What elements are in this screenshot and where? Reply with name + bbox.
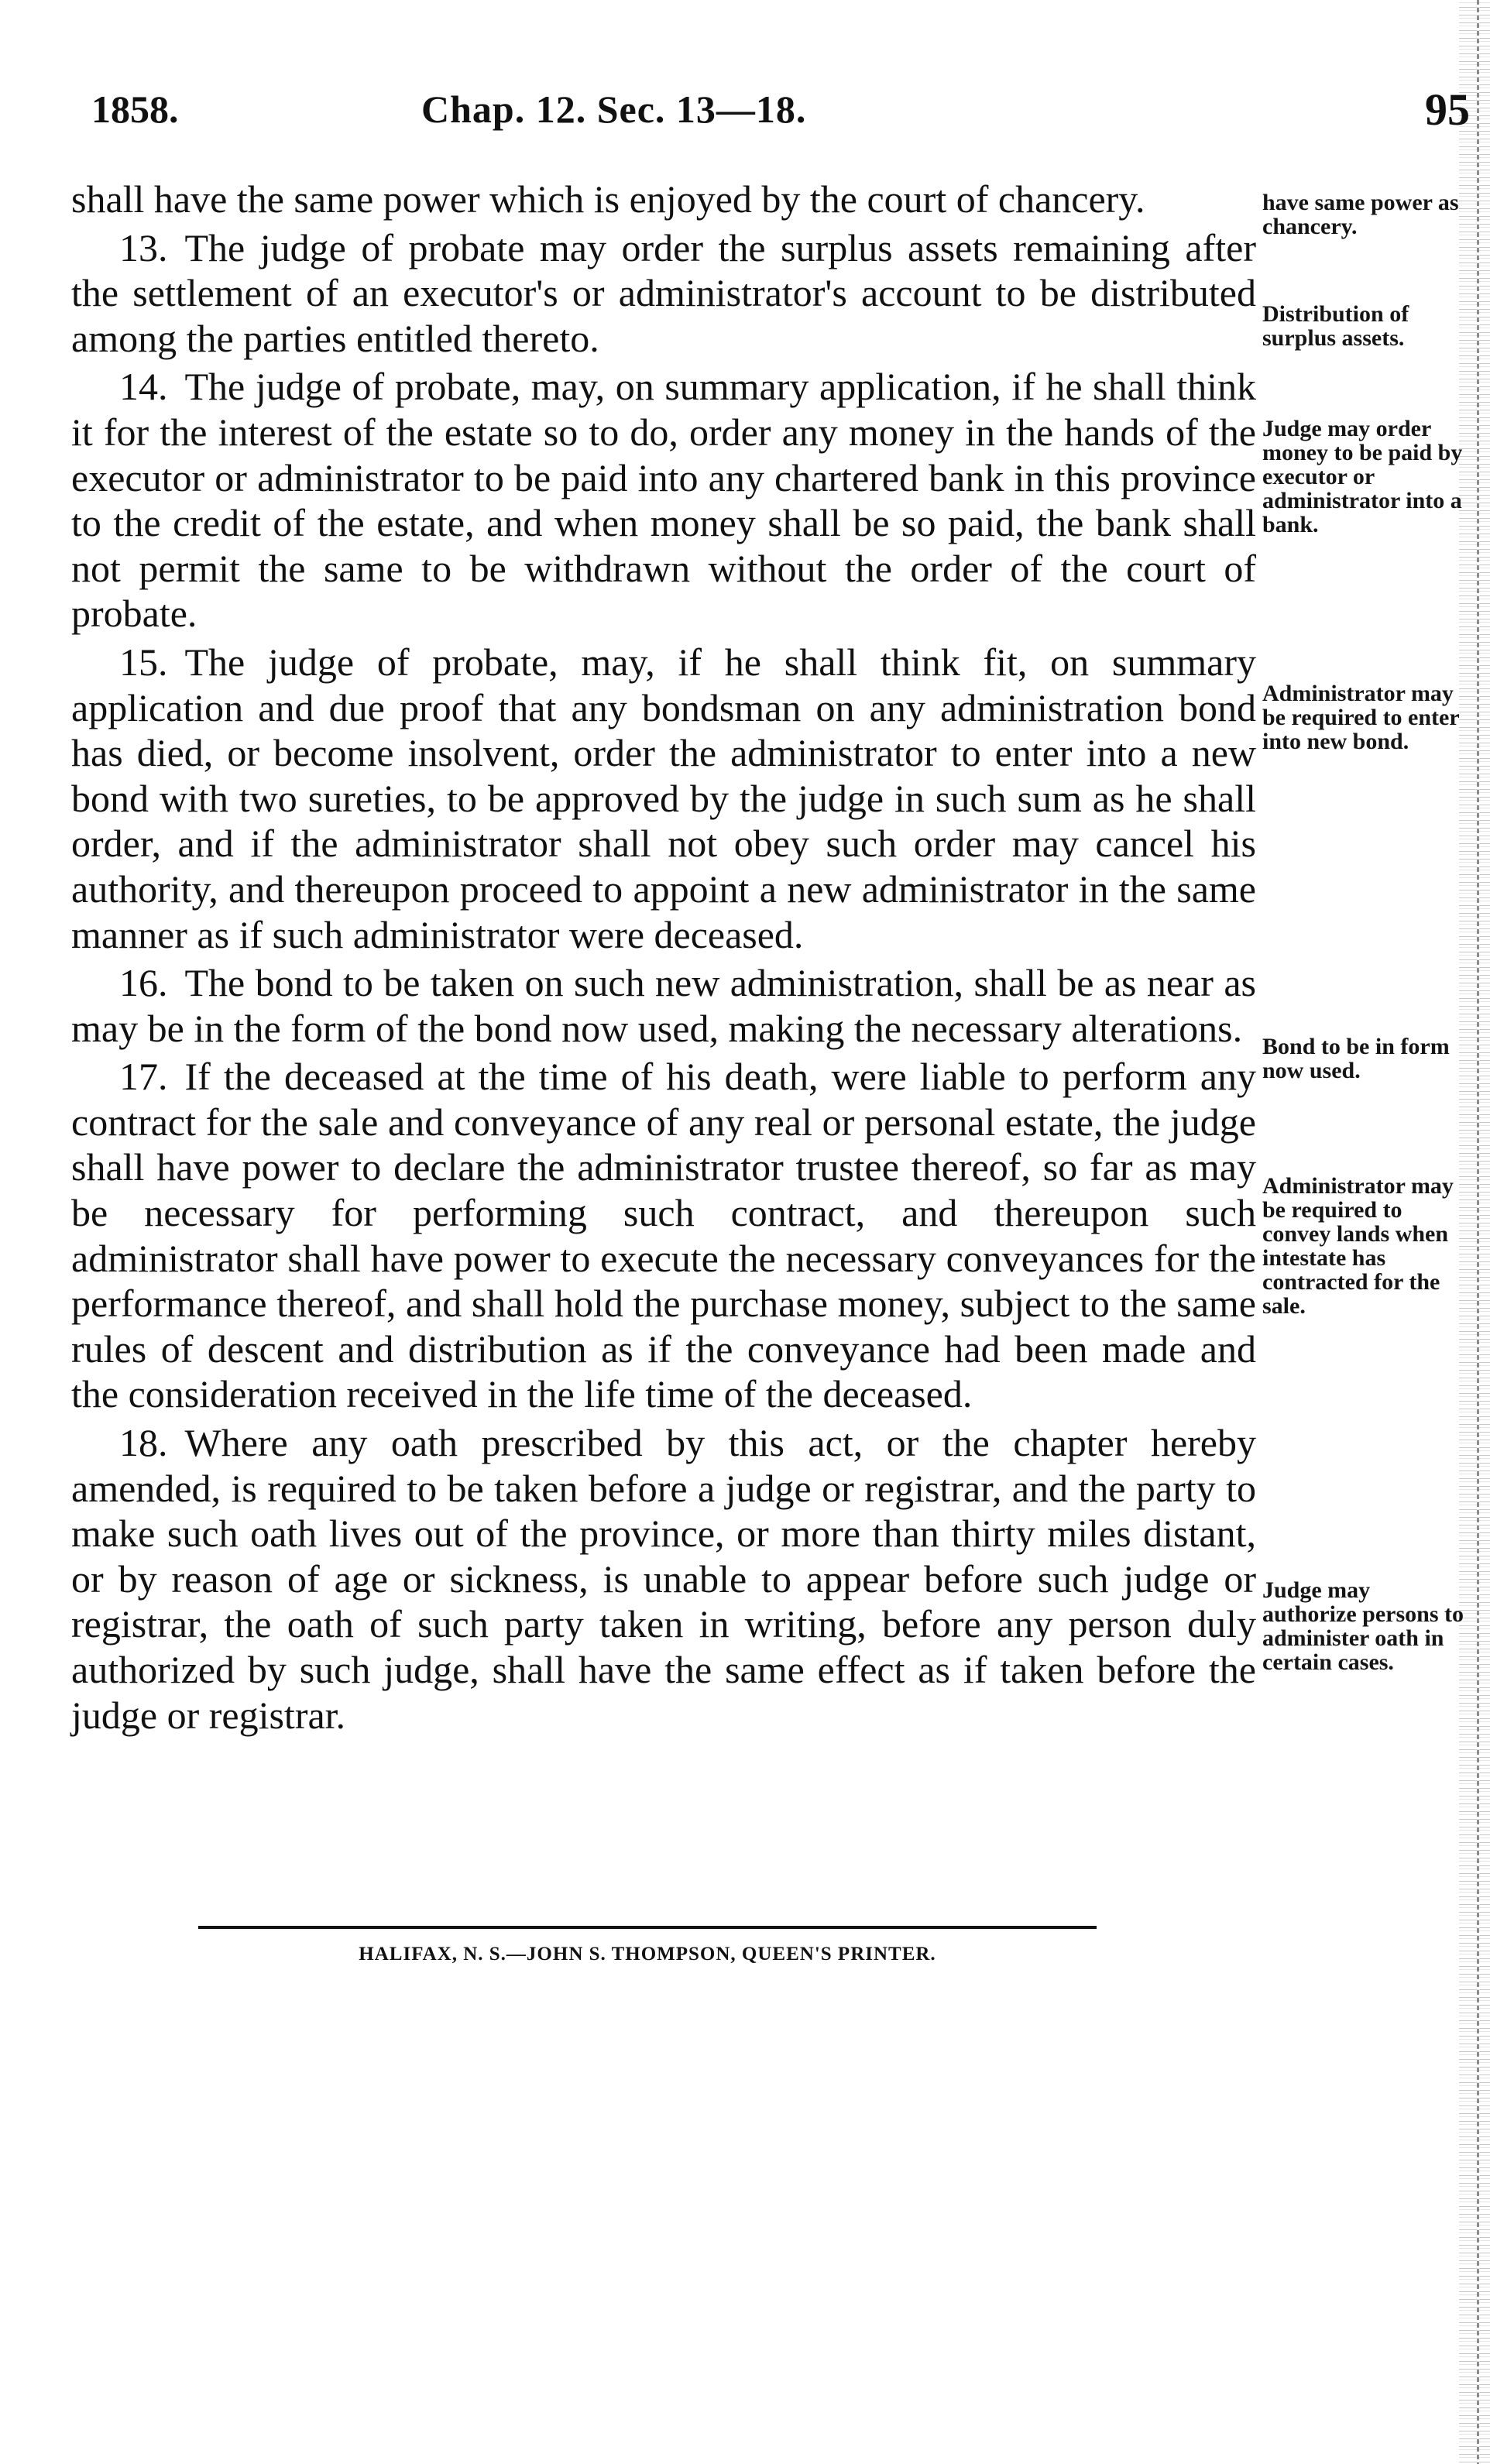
binding-stitch-line: [1477, 0, 1479, 2464]
section-text: Where any oath prescribed by this act, or the chapter hereby amended, is required to be taken before a judge or registrar, and the party to make such oath lives out of the province, or more than thirty miles distant, or by reason of age or sickness, is unable to appear before such judge or registrar, the oath of such party taken in writing, before any person duly authorized by such judge, shall have the same effect as if taken before the judge or registrar.: [71, 1421, 1256, 1737]
running-header: [91, 84, 1470, 149]
section-text: If the deceased at the time of his death, were liable to perform any contract for the sale and conveyance of any real or personal estate, the judge shall have power to declare the administrator trustee thereof, so far as may be necessary for performing such contract, and thereupon such administrator shall have power to execute the necessary conveyances for the performance thereof, and shall hold the purchase money, subject to the same rules of descent and distribution as if the conveyance had been made and the consideration received in the life time of the deceased.: [71, 1055, 1256, 1416]
footer-rule: [198, 1926, 1097, 1929]
section-number: 18.: [119, 1421, 168, 1465]
section-text: The judge of probate, may, if he shall think fit, on summary application and due proof that any bondsman on any administration bond has died, or become insolvent, order the administrator to enter into a new bond with two sureties, to be approved by the judge in such sum as he shall order, and if the administrator shall not obey such order may cancel his authority, and thereupon proceed to appoint a new administrator in the same manner as if such administrator were deceased.: [71, 640, 1256, 956]
section-14: [71, 364, 1256, 637]
margin-note-administer-oath: Judge may authorize persons to administer oath in certain cases.: [1262, 1577, 1464, 1675]
body-text: [71, 177, 1256, 1741]
section-text: The judge of probate, may, on summary application, if he shall think it for the interest of the estate so to do, order any money in the hands of the executor or administrator to be paid into any chartered bank in this province to the credit of the estate, and when money shall be so paid, the bank shall not permit the same to be withdrawn without the order of the court of probate.: [71, 365, 1256, 636]
margin-note-new-bond: Administrator may be required to enter into new bond.: [1262, 681, 1460, 754]
printer-imprint: HALIFAX, N. S.—JOHN S. THOMPSON, QUEEN'S PRINTER.: [359, 1944, 936, 1965]
section-15: [71, 640, 1256, 957]
section-text: The judge of probate may order the surplus assets remaining after the settlement of an executor's or administrator's account to be distributed among the parties entitled thereto.: [71, 225, 1256, 360]
margin-note-bond-form: Bond to be in form now used.: [1262, 1034, 1450, 1083]
section-number: 13.: [119, 225, 168, 269]
section-number: 16.: [119, 961, 168, 1005]
margin-note-same-power: have same power as chancery.: [1262, 190, 1459, 239]
section-17: [71, 1054, 1256, 1417]
header-year: 1858.: [91, 88, 179, 131]
section-continuation: [71, 177, 1256, 222]
section-text: shall have the same power which is enjoyed by the court of chancery.: [71, 177, 1145, 221]
page-number: 95: [1425, 84, 1470, 135]
margin-note-money-to-bank: Judge may order money to be paid by executor or administrator into a bank.: [1262, 416, 1463, 537]
margin-note-surplus-assets: Distribution of surplus assets.: [1262, 301, 1409, 351]
margin-note-convey-lands: Administrator may be required to convey lands when intestate has contracted for the sale.: [1262, 1173, 1454, 1319]
section-number: 14.: [119, 365, 168, 409]
section-13: [71, 225, 1256, 362]
header-chapter-section: Chap. 12. Sec. 13—18.: [421, 88, 807, 131]
section-number: 15.: [119, 640, 168, 684]
section-text: The bond to be taken on such new administration, shall be as near as may be in the form of the bond now used, making the necessary alterations.: [71, 961, 1256, 1050]
section-16: [71, 960, 1256, 1051]
section-18: [71, 1420, 1256, 1738]
section-number: 17.: [119, 1055, 168, 1099]
